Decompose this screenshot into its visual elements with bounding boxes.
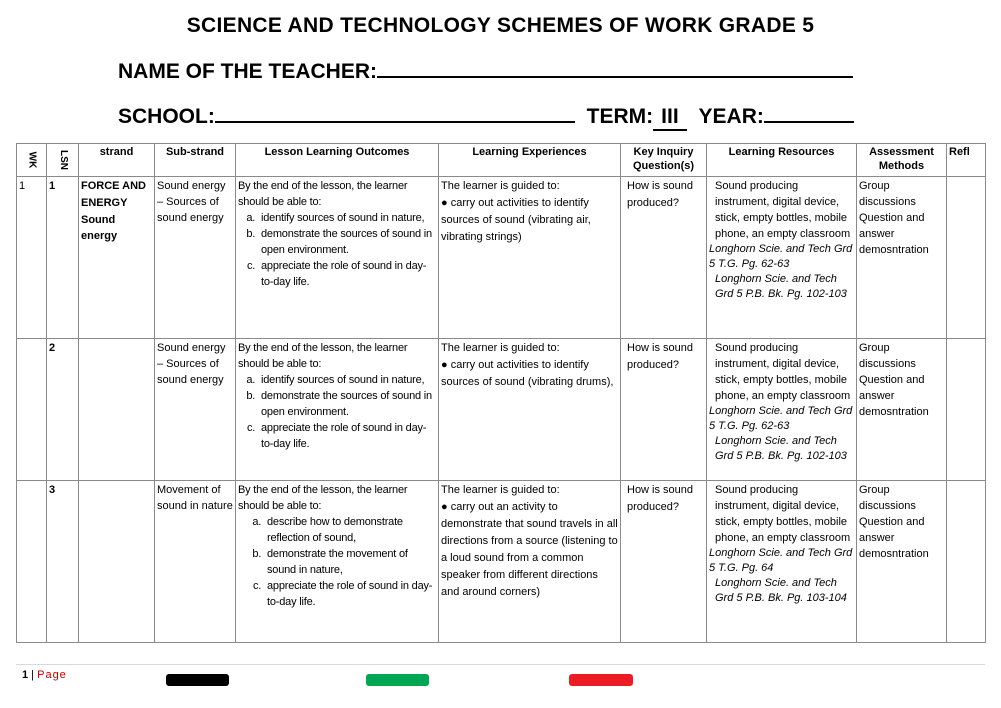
outcome-item: a. identify sources of sound in nature, [258,372,436,388]
cell-resources: Sound producing instrument, digital device, stick, empty bottles, mobile phone, an empty classroom Longhorn Scie. and Tech Grd 5 T.G. Pg. 62-63 Longhorn Scie. and Tech Grd 5 P.B. Bk. Pg. 102-103 [707,177,857,339]
outcome-item: b. demonstrate the movement of sound in nature, [264,546,436,578]
cell-outcomes: By the end of the lesson, the learner should be able to: a. describe how to demonstrate reflection of sound, b. demonstrate the movement of sound in nature, c. appreciate the role of sound in day-to-day life. [236,481,439,643]
cell-experiences: The learner is guided to: ● carry out an activity to demonstrate that sound travels in all directions from a source (listening to a loud sound from a common speaker from different directions and around corners) [439,481,621,643]
cell-reflection [947,177,986,339]
year-label: YEAR: [698,105,764,128]
table-row [17,177,986,339]
cell-lesson: 1 [47,177,79,339]
table-row [17,339,986,481]
header-assessment: Assessment Methods [857,144,947,177]
header-inquiry: Key Inquiry Question(s) [621,144,707,177]
footer-bar-black [166,674,229,686]
cell-reflection [947,339,986,481]
page-number: 1 | Page [22,669,67,681]
header-strand: strand [79,144,155,177]
cell-strand [79,481,155,643]
cell-assessment: Group discussions Question and answer demosntration [857,339,947,481]
cell-substrand: Sound energy – Sources of sound energy [155,339,236,481]
cell-week [17,481,47,643]
outcome-item: c. appreciate the role of sound in day-to-day life. [264,578,436,610]
footer-bar-red [569,674,633,686]
term-value: III [653,105,687,131]
cell-week: 1 [17,177,47,339]
cell-week [17,339,47,481]
cell-resources: Sound producing instrument, digital device, stick, empty bottles, mobile phone, an empty classroom Longhorn Scie. and Tech Grd 5 T.G. Pg. 62-63 Longhorn Scie. and Tech Grd 5 P.B. Bk. Pg. 102-103 [707,339,857,481]
header-substrand: Sub-strand [155,144,236,177]
cell-outcomes: By the end of the lesson, the learner should be able to: a. identify sources of sound in nature, b. demonstrate the sources of sound in open environment. c. appreciate the role of sound in day-to-day life. [236,339,439,481]
header-lsn: LSN [47,144,79,177]
page-label: Page [37,669,67,681]
cell-inquiry: How is sound produced? [621,481,707,643]
cell-strand: FORCE AND ENERGY Sound energy [79,177,155,339]
table-header-row [17,144,986,177]
cell-outcomes: By the end of the lesson, the learner should be able to: a. identify sources of sound in nature, b. demonstrate the sources of sound in open environment. c. appreciate the role of sound in day-to-day life. [236,177,439,339]
cell-lesson: 3 [47,481,79,643]
teacher-blank [377,58,853,78]
cell-experiences: The learner is guided to: ● carry out activities to identify sources of sound (vibrating drums), [439,339,621,481]
cell-inquiry: How is sound produced? [621,177,707,339]
outcome-item: b. demonstrate the sources of sound in open environment. [258,226,436,258]
cell-inquiry: How is sound produced? [621,339,707,481]
header-resources: Learning Resources [707,144,857,177]
cell-substrand: Sound energy – Sources of sound energy [155,177,236,339]
header-reflection: Refl [947,144,986,177]
outcome-item: c. appreciate the role of sound in day-to-day life. [258,420,436,452]
cell-substrand: Movement of sound in nature [155,481,236,643]
cell-strand [79,339,155,481]
year-blank [764,103,854,123]
school-blank [215,103,575,123]
cell-assessment: Group discussions Question and answer demosntration [857,177,947,339]
outcome-item: a. identify sources of sound in nature, [258,210,436,226]
school-label: SCHOOL: [118,105,215,128]
cell-experiences: The learner is guided to: ● carry out activities to identify sources of sound (vibrating air, vibrating strings) [439,177,621,339]
header-wk: WK [17,144,47,177]
teacher-line [118,58,853,84]
teacher-label: NAME OF THE TEACHER: [118,60,377,83]
document-title: SCIENCE AND TECHNOLOGY SCHEMES OF WORK GRADE 5 [186,14,815,37]
header-experiences: Learning Experiences [439,144,621,177]
outcome-item: b. demonstrate the sources of sound in open environment. [258,388,436,420]
outcome-item: a. describe how to demonstrate reflection of sound, [264,514,436,546]
cell-reflection [947,481,986,643]
header-outcomes: Lesson Learning Outcomes [236,144,439,177]
term-label: TERM: [586,105,654,128]
cell-assessment: Group discussions Question and answer demosntration [857,481,947,643]
scheme-table [16,143,986,643]
outcome-item: c. appreciate the role of sound in day-to-day life. [258,258,436,290]
cell-lesson: 2 [47,339,79,481]
cell-resources: Sound producing instrument, digital device, stick, empty bottles, mobile phone, an empty classroom Longhorn Scie. and Tech Grd 5 T.G. Pg. 64 Longhorn Scie. and Tech Grd 5 P.B. Bk. Pg. 103-104 [707,481,857,643]
table-body [17,177,986,643]
school-line [118,103,854,131]
footer-divider [16,664,985,665]
footer-bar-green [366,674,429,686]
table-row [17,481,986,643]
